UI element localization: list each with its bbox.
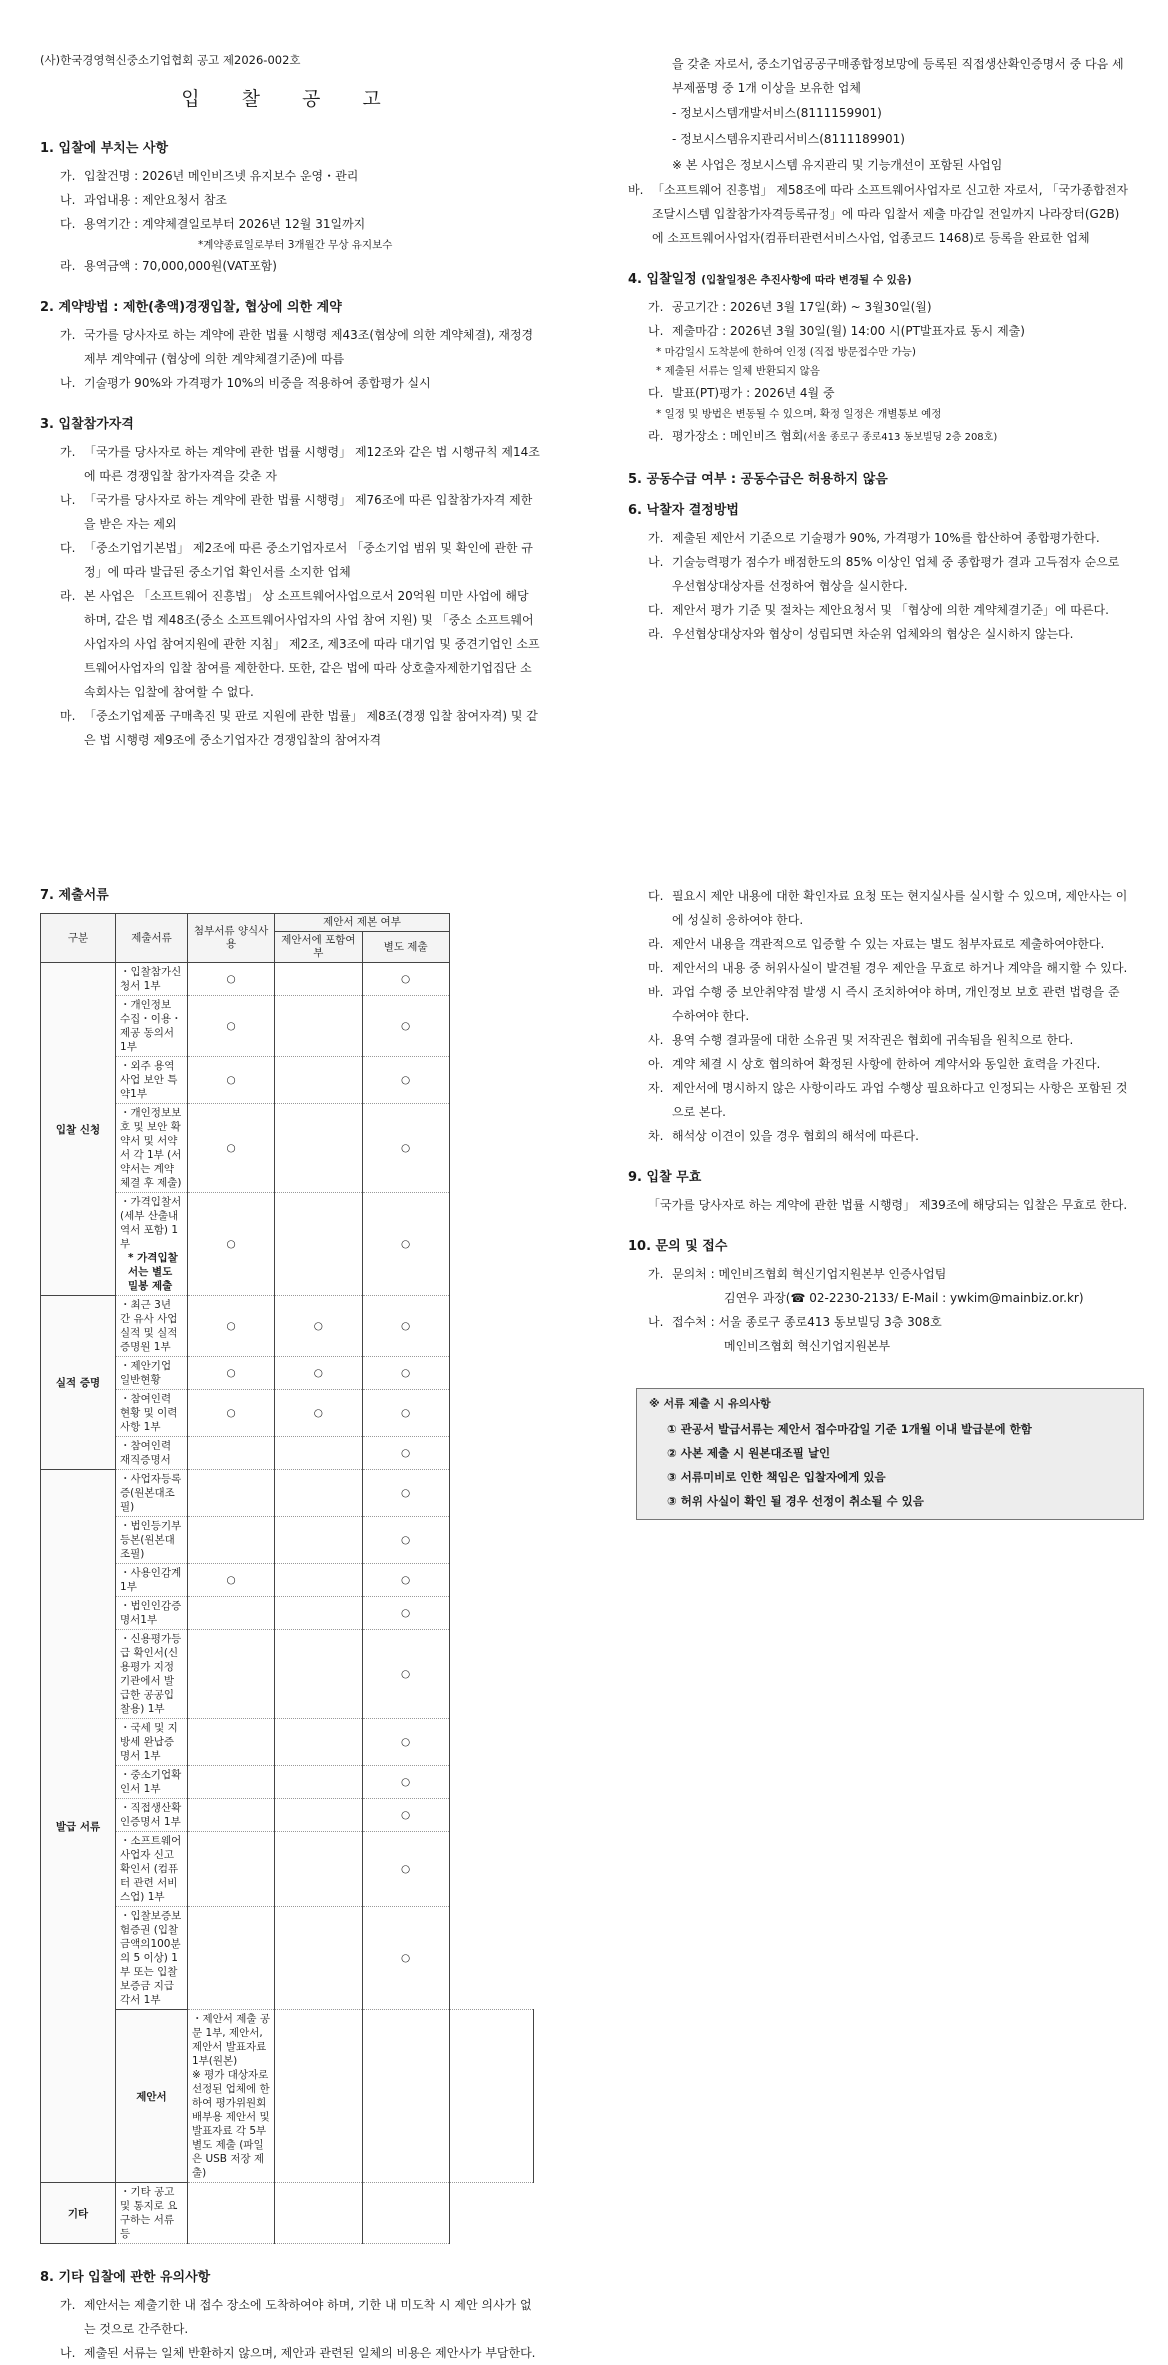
sec8-item-g: 사. 용역 수행 결과물에 대한 소유권 및 저작권은 협회에 귀속됨을 원칙으로 한다. <box>648 1033 1074 1047</box>
sec3-item-f: 바. 「소프트웨어 진흥법」 제58조에 따라 소프트웨어사업자로 신고한 자로서, 「국가종합전자조달시스템 입찰참가자격등록규정」에 따라 입찰서 제출 마감일 전일까지 나라장터(G2B)에 소프트웨어사업자(컴퓨터관련서비스사업, 업종코드 1468)로 등록을 완료한 업체 <box>628 183 1128 245</box>
sec3-item-a: 가. 「국가를 당사자로 하는 계약에 관한 법률 시행령」 제12조와 같은 법 시행규칙 제14조에 따른 경쟁입찰 참가자격을 갖춘 자 <box>60 445 540 483</box>
sec1-item-b: 나. 과업내용 : 제안요청서 참조 <box>60 193 227 207</box>
sec8-item-i: 자. 제안서에 명시하지 않은 사항이라도 과업 수행상 필요하다고 인정되는 사항은 포함된 것으로 본다. <box>648 1081 1128 1119</box>
mark-bind <box>275 963 362 996</box>
mark-form: ○ <box>187 1104 274 1193</box>
document-cell <box>116 2183 188 2244</box>
mark-bind <box>275 1564 362 1597</box>
mark-form <box>187 1517 274 1564</box>
notice-item-1: ① 관공서 발급서류는 제안서 접수마감일 기준 1개월 이내 발급분에 한함 <box>667 1422 1032 1436</box>
mark-bind <box>275 996 362 1057</box>
sec4-item-b: 나. 제출마감 : 2026년 3월 30일(월) 14:00 시(PT발표자료 동시 제출) <box>648 324 1025 338</box>
document-name: ・외주 용역사업 보안 특약1부 <box>120 1060 178 1100</box>
section-4-title: 4. 입찰일정 (입찰일정은 추진사항에 따라 변경될 수 있음) <box>628 272 912 287</box>
section-9-title: 9. 입찰 무효 <box>628 1170 702 1185</box>
mark-sep: ○ <box>362 996 449 1057</box>
sec10-office: 메인비즈협회 혁신기업지원본부 <box>724 1339 891 1353</box>
notice-item-3: ③ 서류미비로 인한 책임은 입찰자에게 있음 <box>667 1470 886 1484</box>
sec8-item-a: 가. 제안서는 제출기한 내 접수 장소에 도착하여야 하며, 기한 내 미도착 시 제안 의사가 없는 것으로 간주한다. <box>60 2298 532 2336</box>
mark-form: ○ <box>187 1357 274 1390</box>
table-row <box>41 963 534 996</box>
section-1-title: 1. 입찰에 부치는 사항 <box>40 141 169 156</box>
document-cell <box>116 1390 188 1437</box>
table-group-label: 실적 증명 <box>41 1296 116 1470</box>
sec8-item-e: 마. 제안서의 내용 중 허위사실이 발견될 경우 제안을 무효로 하거나 계약을 해지할 수 있다. <box>648 961 1128 975</box>
document-cell <box>116 1597 188 1630</box>
document-name: ・사용인감계 1부 <box>120 1567 182 1593</box>
document-cell <box>116 1193 188 1296</box>
section-6-title: 6. 낙찰자 결정방법 <box>628 503 739 518</box>
sec4-note-1: * 마감일시 도착분에 한하여 인정 (직접 방문접수만 가능) <box>656 346 916 358</box>
sec2-item-a: 가. 국가를 당사자로 하는 계약에 관한 법률 시행령 제43조(협상에 의한 계약체결), 재정경제부 계약예규 (협상에 의한 계약체결기준)에 따름 <box>60 328 534 366</box>
notice-item-2: ② 사본 제출 시 원본대조필 날인 <box>667 1446 831 1460</box>
table-row <box>41 1470 534 1517</box>
sec10-item-b: 나. 접수처 : 서울 종로구 종로413 동보빌딩 3층 308호 <box>648 1315 942 1329</box>
mark-bind <box>362 2010 449 2183</box>
document-name: ・입찰참가신청서 1부 <box>120 966 182 992</box>
section-3-title: 3. 입찰참가자격 <box>40 417 134 432</box>
mark-form: ○ <box>187 1296 274 1357</box>
mark-bind <box>275 1630 362 1719</box>
mark-sep: ○ <box>362 1719 449 1766</box>
document-cell <box>116 1296 188 1357</box>
mark-bind <box>275 1597 362 1630</box>
mark-form <box>187 1907 274 2010</box>
document-name: ・입찰보증보험증권 (입찰금액의100분의 5 이상) 1부 또는 입찰보증금 지급각서 1부 <box>120 1910 182 2006</box>
column-top-right <box>628 52 1128 646</box>
sec4-item-c: 다. 발표(PT)평가 : 2026년 4월 중 <box>648 386 835 400</box>
document-name: ・직접생산확인증명서 1부 <box>120 1802 182 1828</box>
column-top-left <box>40 52 540 752</box>
document-cell <box>116 1799 188 1832</box>
document-note: ※ 평가 대상자로 선정된 업체에 한하여 평가위원회 배부용 제안서 및 발표자료 각 5부 별도 제출 (파일은 USB 저장 제출) <box>191 2069 270 2179</box>
sec6-item-b: 나. 기술능력평가 점수가 배점한도의 85% 이상인 업체 중 종합평가 결과 고득점자 순으로 우선협상대상자를 선정하여 협상을 실시한다. <box>648 555 1120 593</box>
mark-form: ○ <box>187 996 274 1057</box>
mark-bind <box>275 1719 362 1766</box>
sec3-reference-note: ※ 본 사업은 정보시스템 유지관리 및 기능개선이 포함된 사업임 <box>672 158 1003 172</box>
document-cell <box>116 1630 188 1719</box>
table-group-label: 발급 서류 <box>41 1470 116 2183</box>
notice-number: (사)한국경영혁신중소기업협회 공고 제2026-002호 <box>40 53 301 67</box>
mark-bind <box>275 1907 362 2010</box>
sec3-item-e-continued: 을 갖춘 자로서, 중소기업공공구매종합정보망에 등록된 직접생산확인증명서 중 다음 세부제품명 중 1개 이상을 보유한 업체 <box>672 57 1124 95</box>
section-7-title: 7. 제출서류 <box>40 888 109 903</box>
mark-sep: ○ <box>362 1907 449 2010</box>
sec8-item-f: 바. 과업 수행 중 보안취약점 발생 시 즉시 조치하여야 하며, 개인정보 보호 관련 법령을 준수하여야 한다. <box>648 985 1120 1023</box>
sec1-item-a: 가. 입찰건명 : 2026년 메인비즈넷 유지보수 운영・관리 <box>60 169 359 183</box>
mark-form <box>187 1597 274 1630</box>
mark-sep: ○ <box>362 1630 449 1719</box>
sec3-item-d: 라. 본 사업은 「소프트웨어 진흥법」 상 소프트웨어사업으로서 20억원 미만 사업에 해당하며, 같은 법 제48조(중소 소프트웨어사업자의 사업 참여 지원) 및 「중소 소프트웨어사업자의 사업 참여지원에 관한 지침」 제2조, 제3조에 따라 대기업 및 중견기업인 소프트웨어사업자의 입찰 참여를 제한한다. 또한, 같은 법에 따라 상호출자제한기업집단 소속회사는 입찰에 참여할 수 없다. <box>60 589 540 699</box>
mark-bind <box>275 1193 362 1296</box>
sec8-item-b: 나. 제출된 서류는 일체 반환하지 않으며, 제안과 관련된 일체의 비용은 제안사가 부담한다. <box>60 2346 536 2360</box>
sec3-item-b: 나. 「국가를 당사자로 하는 계약에 관한 법률 시행령」 제76조에 따른 입찰참가자격 제한을 받은 자는 제외 <box>60 493 533 531</box>
sec4-item-d: 라. 평가장소 : 메인비즈 협회(서울 종로구 종로413 동보빌딩 2층 208호) <box>648 429 998 443</box>
sec10-contact: 김연우 과장(☎ 02-2230-2133/ E-Mail : ywkim@mainbiz.or.kr) <box>724 1291 1084 1305</box>
mark-bind <box>275 1104 362 1193</box>
mark-bind <box>275 1470 362 1517</box>
document-cell <box>116 1104 188 1193</box>
document-cell <box>116 1564 188 1597</box>
document-cell <box>116 1357 188 1390</box>
sec4-item-a: 가. 공고기간 : 2026년 3월 17일(화) ~ 3월30일(월) <box>648 300 932 314</box>
sec8-item-h: 아. 계약 체결 시 상호 협의하여 확정된 사항에 한하여 계약서와 동일한 효력을 가진다. <box>648 1057 1101 1071</box>
mark-form <box>187 1719 274 1766</box>
mark-bind <box>275 1832 362 1907</box>
submission-notice-box <box>636 1388 1144 1520</box>
sec8-item-d: 라. 제안서 내용을 객관적으로 입증할 수 있는 자료는 별도 첨부자료로 제출하여야한다. <box>648 937 1105 951</box>
table-group-label: 제안서 <box>116 2010 188 2183</box>
document-name: ・신용평가등급 확인서(신용평가 지정기관에서 발급한 공공입찰용) 1부 <box>120 1633 182 1715</box>
document-cell <box>116 1766 188 1799</box>
document-cell <box>116 1057 188 1104</box>
table-group-label: 기타 <box>41 2183 116 2244</box>
document-name: ・법인인감증명서1부 <box>120 1600 182 1626</box>
mark-sep: ○ <box>362 1470 449 1517</box>
mark-bind <box>275 1437 362 1470</box>
mark-form: ○ <box>187 963 274 996</box>
mark-sep: ○ <box>362 1057 449 1104</box>
sec8-item-j: 차. 해석상 이견이 있을 경우 협회의 해석에 따른다. <box>648 1129 919 1143</box>
document-name: ・개인정보보호 및 보안 확약서 및 서약서 각 1부 (서약서는 계약체결 후 제출) <box>120 1107 182 1189</box>
col-header-group: 구분 <box>41 914 116 963</box>
document-cell <box>116 1719 188 1766</box>
mark-form <box>187 1630 274 1719</box>
section-10-title: 10. 문의 및 접수 <box>628 1239 728 1254</box>
sec4-note-3: * 일정 및 방법은 변동될 수 있으며, 확정 일정은 개별통보 예정 <box>656 408 942 420</box>
document-name: ・제안서 제출 공문 1부, 제안서, 제안서 발표자료 1부(원본) <box>191 2013 271 2067</box>
section-2-title: 2. 계약방법 : 제한(총액)경쟁입찰, 협상에 의한 계약 <box>40 300 342 315</box>
col-header-bind: 제안서에 포함여부 <box>275 932 362 963</box>
document-name: ・가격입찰서(세부 산출내역서 포함) 1부 <box>120 1196 182 1250</box>
sec3-product-1: - 정보시스템개발서비스(8111159901) <box>672 106 882 120</box>
mark-form <box>275 2010 362 2183</box>
document-name: ・법인등기부등본(원본대조필) <box>120 1520 182 1560</box>
sec8-item-c: 다. 필요시 제안 내용에 대한 확인자료 요청 또는 현지실사를 실시할 수 있으며, 제안사는 이에 성실히 응하여야 한다. <box>648 889 1128 927</box>
document-cell <box>116 1470 188 1517</box>
column-bottom-left <box>40 884 540 2365</box>
document-name: ・참여인력 현황 및 이력사항 1부 <box>120 1393 178 1433</box>
mark-sep: ○ <box>362 1357 449 1390</box>
mark-bind <box>275 1517 362 1564</box>
sec9-text: 「국가를 당사자로 하는 계약에 관한 법률 시행령」 제39조에 해당되는 입찰은 무효로 한다. <box>648 1198 1128 1212</box>
mark-sep: ○ <box>362 1296 449 1357</box>
document-cell <box>116 1907 188 2010</box>
document-cell <box>116 996 188 1057</box>
column-bottom-right <box>628 884 1128 1520</box>
document-cell <box>116 963 188 996</box>
notice-title: ※ 서류 제출 시 유의사항 <box>649 1397 771 1410</box>
mark-bind: ○ <box>275 1296 362 1357</box>
notice-item-4: ③ 허위 사실이 확인 될 경우 선정이 취소될 수 있음 <box>667 1494 924 1508</box>
sec2-item-b: 나. 기술평가 90%와 가격평가 10%의 비중을 적용하여 종합평가 실시 <box>60 376 431 390</box>
mark-bind: ○ <box>275 1357 362 1390</box>
document-cell <box>116 1517 188 1564</box>
mark-sep: ○ <box>362 1390 449 1437</box>
sec4-note-2: * 제출된 서류는 일체 반환되지 않음 <box>656 365 820 377</box>
document-name: ・사업자등록증(원본대조필) <box>120 1473 182 1513</box>
document-cell <box>116 1832 188 1907</box>
sec6-item-c: 다. 제안서 평가 기준 및 절차는 제안요청서 및 「협상에 의한 계약체결기준」에 따른다. <box>648 603 1109 617</box>
col-header-copy: 제안서 제본 여부 <box>275 914 450 932</box>
sec6-item-a: 가. 제출된 제안서 기준으로 기술평가 90%, 가격평가 10%를 합산하여 종합평가한다. <box>648 531 1100 545</box>
sec1-note: *계약종료일로부터 3개월간 무상 유지보수 <box>198 239 393 251</box>
sec3-item-c: 다. 「중소기업기본법」 제2조에 따른 중소기업자로서 「중소기업 범위 및 확인에 관한 규정」에 따라 발급된 중소기업 확인서를 소지한 업체 <box>60 541 533 579</box>
sec1-item-d: 라. 용역금액 : 70,000,000원(VAT포함) <box>60 259 277 273</box>
document-name: ・기타 공고 및 통지로 요구하는 서류 등 <box>120 2186 178 2240</box>
mark-sep: ○ <box>362 1766 449 1799</box>
mark-form: ○ <box>187 1057 274 1104</box>
mark-form <box>187 1766 274 1799</box>
mark-sep: ○ <box>362 1104 449 1193</box>
mark-form <box>187 1437 274 1470</box>
sec3-product-2: - 정보시스템유지관리서비스(8111189901) <box>672 132 905 146</box>
mark-form <box>187 1799 274 1832</box>
page-title: 입 찰 공 고 <box>181 88 399 110</box>
mark-bind <box>275 1766 362 1799</box>
document-name: ・개인정보 수집・이용・제공 동의서 1부 <box>120 999 182 1053</box>
document-name: ・참여인력 재직증명서 <box>120 1440 172 1466</box>
document-name: ・소프트웨어사업자 신고확인서 (컴퓨터 관련 서비스업) 1부 <box>120 1835 182 1903</box>
mark-sep: ○ <box>362 1799 449 1832</box>
mark-form: ○ <box>187 1390 274 1437</box>
mark-form <box>187 1832 274 1907</box>
document-cell <box>187 2010 274 2183</box>
sec10-item-a: 가. 문의처 : 메인비즈협회 혁신기업지원본부 인증사업팀 <box>648 1267 947 1281</box>
section-5-title: 5. 공동수급 여부 : 공동수급은 허용하지 않음 <box>628 472 888 487</box>
mark-form: ○ <box>187 1193 274 1296</box>
col-header-doc: 제출서류 <box>116 914 188 963</box>
table-group-label: 입찰 신청 <box>41 963 116 1296</box>
sec1-item-c: 다. 용역기간 : 계약체결일로부터 2026년 12월 31일까지 <box>60 217 366 231</box>
mark-sep: ○ <box>362 1437 449 1470</box>
document-name: ・중소기업확인서 1부 <box>120 1769 182 1795</box>
document-name: ・최근 3년 간 유사 사업 실적 및 실적 증명원 1부 <box>120 1299 178 1353</box>
submission-documents-table <box>40 913 534 2244</box>
mark-sep: ○ <box>362 963 449 996</box>
mark-sep <box>362 2183 449 2244</box>
col-header-sep: 별도 제출 <box>362 932 449 963</box>
mark-sep: ○ <box>362 1564 449 1597</box>
section-8-title: 8. 기타 입찰에 관한 유의사항 <box>40 2270 211 2285</box>
col-header-form: 첨부서류 양식사용 <box>187 914 274 963</box>
mark-form: ○ <box>187 1564 274 1597</box>
table-row <box>41 1296 534 1357</box>
mark-bind <box>275 2183 362 2244</box>
mark-sep: ○ <box>362 1193 449 1296</box>
sec6-item-d: 라. 우선협상대상자와 협상이 성립되면 차순위 업체와의 협상은 실시하지 않는다. <box>648 627 1074 641</box>
mark-sep: ○ <box>362 1517 449 1564</box>
mark-sep <box>449 2010 533 2183</box>
mark-sep: ○ <box>362 1832 449 1907</box>
mark-form <box>187 2183 274 2244</box>
mark-bind: ○ <box>275 1390 362 1437</box>
mark-sep: ○ <box>362 1597 449 1630</box>
document-note: * 가격입찰서는 별도 밀봉 제출 <box>128 1252 178 1292</box>
document-name: ・국세 및 지방세 완납증명서 1부 <box>120 1722 178 1762</box>
mark-form <box>187 1470 274 1517</box>
mark-bind <box>275 1057 362 1104</box>
table-row <box>41 2183 534 2244</box>
document-name: ・제안기업 일반현황 <box>120 1360 172 1386</box>
mark-bind <box>275 1799 362 1832</box>
document-cell <box>116 1437 188 1470</box>
sec3-item-e: 마. 「중소기업제품 구매촉진 및 판로 지원에 관한 법률」 제8조(경쟁 입찰 참여자격) 및 같은 법 시행령 제9조에 중소기업자간 경쟁입찰의 참여자격 <box>60 709 538 747</box>
